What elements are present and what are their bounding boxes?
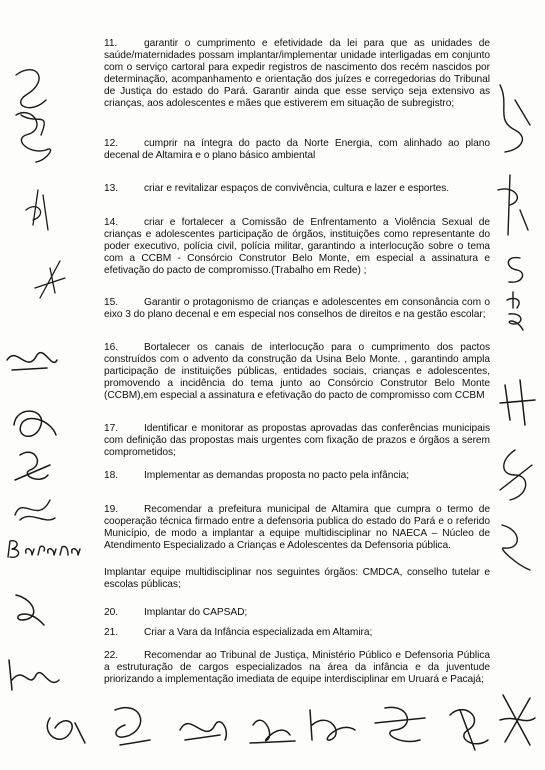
- signature-bottom-5: [300, 700, 360, 750]
- signature-left-barana: [4, 535, 84, 565]
- item-number: 19.: [104, 504, 119, 515]
- signature-left-8: [10, 490, 60, 530]
- signature-left-9: [6, 590, 51, 630]
- item-text: Recomendar ao Tribunal de Justiça, Ministério Público e Defensoria Pública a estruturação de cargos especializados na área da infância e da juventude priorizando a implementação imediata de equipe interdisciplinar em Uruará e Pacajá;: [104, 650, 490, 685]
- signature-bottom-4: [245, 705, 300, 750]
- signature-right-4: [490, 445, 540, 505]
- signature-bottom-8: [495, 690, 540, 750]
- list-item: [104, 650, 490, 686]
- item-number: 20.: [104, 607, 119, 618]
- item-number: 21.: [104, 627, 119, 638]
- list-item: [104, 217, 490, 277]
- list-item: [104, 504, 490, 552]
- signature-right-3: [495, 375, 540, 430]
- list-item: [104, 607, 490, 619]
- signature-right-5: [492, 520, 537, 575]
- item-text: Criar a Vara da Infância especializada em Altamira;: [144, 627, 373, 638]
- signature-top-left: [6, 55, 66, 145]
- item-number: 13.: [104, 183, 119, 194]
- item-number: 17.: [104, 423, 119, 434]
- signature-bottom-2: [100, 700, 160, 755]
- item-text: Implantar do CAPSAD;: [144, 607, 248, 618]
- list-item: [104, 567, 490, 591]
- signature-bottom-6: [370, 698, 430, 753]
- list-item: [104, 183, 490, 195]
- signature-left-3: [18, 185, 58, 235]
- signature-bottom-1: [40, 708, 90, 753]
- signature-right-shogg: [495, 250, 535, 340]
- signature-right-2: [490, 170, 535, 240]
- item-text: Implementar as demandas proposta no pacto pela infância;: [144, 470, 410, 481]
- item-text: Identificar e monitorar as propostas aprovadas das conferências municipais com definição das propostas mais urgentes com fixação de prazos e órgãos a serem comprometidos;: [104, 423, 490, 458]
- item-text: Recomendar a prefeitura municipal de Altamira que cumpra o termo de cooperação técnica firmado entre a defensoria publica do estado do Pará e o referido Município, de modo a implantar a equipe multidisciplinar no NAECA – Núcleo de Atendimento Especializado a Crianças e Adolescentes da Defensoria pública.: [104, 504, 490, 551]
- item-number: 15.: [104, 297, 119, 308]
- list-item: [104, 423, 490, 459]
- list-item: [104, 38, 490, 109]
- list-item: [104, 138, 490, 162]
- item-text: criar e revitalizar espaços de convivência, cultura e lazer e esportes.: [144, 183, 450, 194]
- item-number: 22.: [104, 650, 119, 661]
- item-text: Garantir o protagonismo de crianças e adolescentes em consonância com o eixo 3 do plano decenal e em especial nos conselhos de direitos e na gestão escolar;: [104, 297, 490, 320]
- signature-left-6: [6, 400, 66, 450]
- item-text: cumprir na íntegra do pacto da Norte Energia, com alinhado ao plano decenal de Altamira e o plano básico ambiental: [104, 138, 490, 161]
- item-number: 12.: [104, 138, 119, 149]
- list-item: [104, 342, 490, 402]
- signature-left-10: [4, 650, 64, 695]
- item-number: 14.: [104, 217, 119, 228]
- signature-left-7: [10, 445, 55, 490]
- signature-left-5: [2, 340, 62, 380]
- item-text: Bortalecer os canais de interlocução para o cumprimento dos pactos construídos com o advento da construção da Usina Belo Monte. , garantindo ampla participação de instituições públicas, entidades sociais, crianças e adolescentes, promovendo a incidência do tema junto ao Consórcio Construtor Belo Monte (CCBM),em especial a assinatura e efetivação do pacto de compromisso com CCBM: [104, 342, 490, 401]
- item-text: criar e fortalecer a Comissão de Enfrentamento a Violência Sexual de crianças e adolescentes participação de órgãos, instituições como representante do poder executivo, polícia civil, polícia militar, garantindo a interlocução sobre o tema com a CCBM - Consórcio Construtor Belo Monte, em especial a assinatura e efetivação do pacto de compromisso.(Trabalho em Rede) ;: [104, 217, 490, 276]
- signature-left-2: [8, 100, 63, 170]
- list-item: [104, 627, 490, 639]
- signature-bottom-3: [175, 705, 235, 750]
- item-number: 11.: [104, 38, 118, 49]
- item-number: 16.: [104, 342, 119, 353]
- signature-right-1: [490, 80, 540, 160]
- item-number: 18.: [104, 470, 119, 481]
- signature-bottom-7: [440, 700, 495, 755]
- item-text: Implantar equipe multidisciplinar nos seguintes órgãos: CMDCA, conselho tutelar e escolas públicas;: [104, 567, 490, 590]
- item-text: garantir o cumprimento e efetividade da lei para que as unidades de saúde/maternidades possam implantar/implementar unidade interligadas em conjunto com o serviço cartoral para expedir registros de nascimento dos recém nascidos por determinação, acompanhamento e orientação dos juízes e corregedorias do Tribunal de Justiça do estado do Pará. Garantir ainda que esse serviço seja extensivo as crianças, aos adolescentes e mães que estiverem em situação de subregistro;: [104, 38, 490, 109]
- list-item: [104, 470, 490, 482]
- list-item: [104, 297, 490, 321]
- signature-left-4: [30, 258, 70, 303]
